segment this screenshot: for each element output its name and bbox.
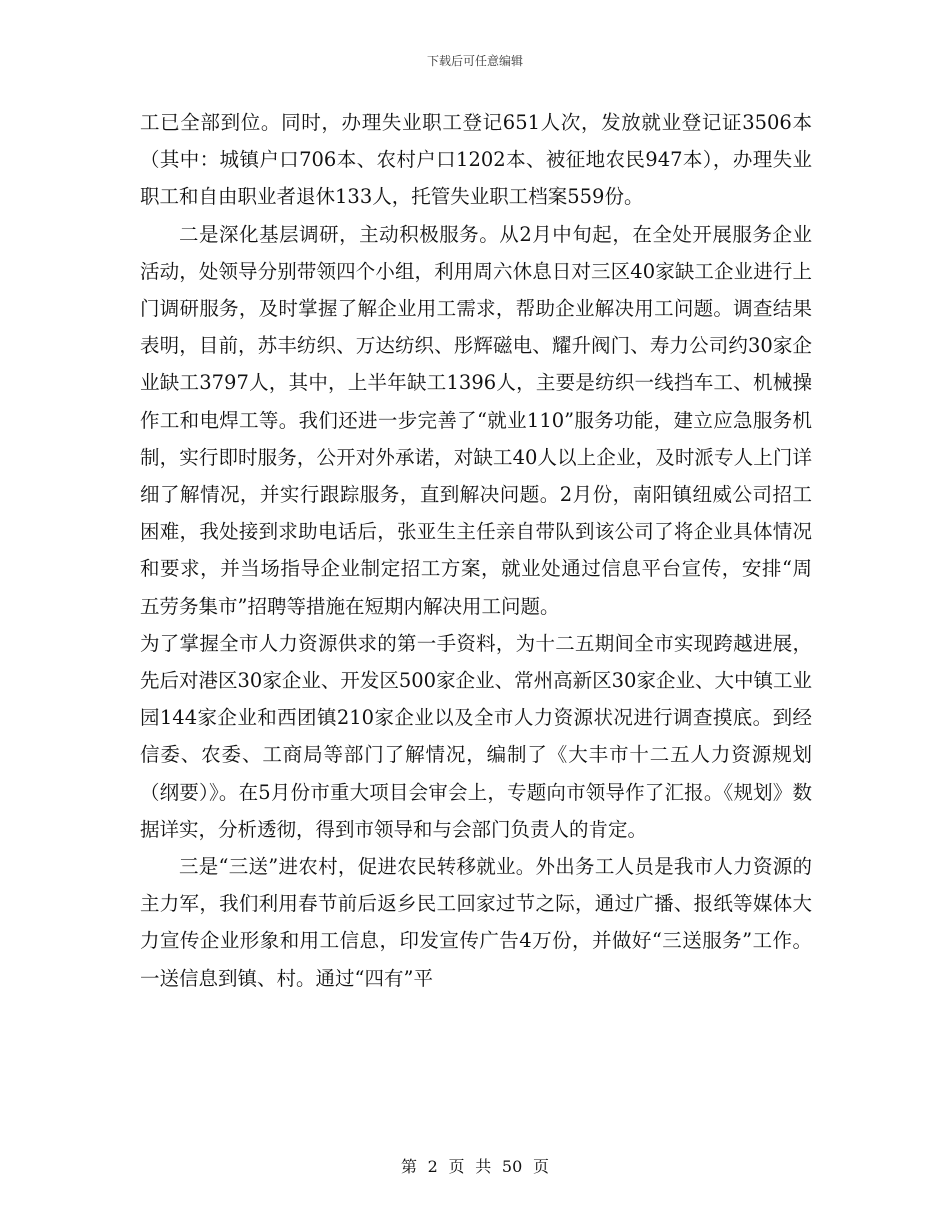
paragraph-2: 二是深化基层调研，主动积极服务。从2月中旬起，在全处开展服务企业活动，处领导分别带领四个小组，利用周六休息日对三区40家缺工企业进行上门调研服务，及时掌握了解企业用工需求，帮助企业解决用工问题。调查结果表明，目前，苏丰纺织、万达纺织、彤辉磁电、耀升阀门、寿力公司约30家企业缺工3797人，其中，上半年缺工1396人，主要是纺织一线挡车工、机械操作工和电焊工等。我们还进一步完善了“就业110”服务功能，建立应急服务机制，实行即时服务，公开对外承诺，对缺工40人以上企业，及时派专人上门详细了解情况，并实行跟踪服务，直到解决问题。2月份，南阳镇纽威公司招工困难，我处接到求助电话后，张亚生主任亲自带队到该公司了将企业具体情况和要求，并当场指导企业制定招工方案，就业处通过信息平台宣传，安排“周五劳务集市”招聘等措施在短期内解决用工问题。 <box>140 222 812 618</box>
document-body <box>140 104 812 997</box>
paragraph-3: 为了掌握全市人力资源供求的第一手资料，为十二五期间全市实现跨越进展，先后对港区30家企业、开发区500家企业、常州高新区30家企业、大中镇工业园144家企业和西团镇210家企业以及全市人力资源状况进行调查摸底。到经信委、农委、工商局等部门了解情况，编制了《大丰市十二五人力资源规划（纲要）》。在5月份市重大项目会审会上，专题向市领导作了汇报。《规划》数据详实，分析透彻，得到市领导和与会部门负责人的肯定。 <box>140 631 812 841</box>
page-header: 下载后可任意编辑 <box>426 54 523 68</box>
paragraph-4: 三是“三送”进农村，促进农民转移就业。外出务工人员是我市人力资源的主力军，我们利用春节前后返乡民工回家过节之际，通过广播、报纸等媒体大力宣传企业形象和用工信息，印发宣传广告4万份，并做好“三送服务”工作。一送信息到镇、村。通过“四有”平 <box>140 855 812 990</box>
page-footer: 第 2 页 共 50 页 <box>401 1157 549 1176</box>
paragraph-1: 工已全部到位。同时，办理失业职工登记651人次，发放就业登记证3506本（其中：城镇户口706本、农村户口1202本、被征地农民947本），办理失业职工和自由职业者退休133人，托管失业职工档案559份。 <box>140 111 812 209</box>
